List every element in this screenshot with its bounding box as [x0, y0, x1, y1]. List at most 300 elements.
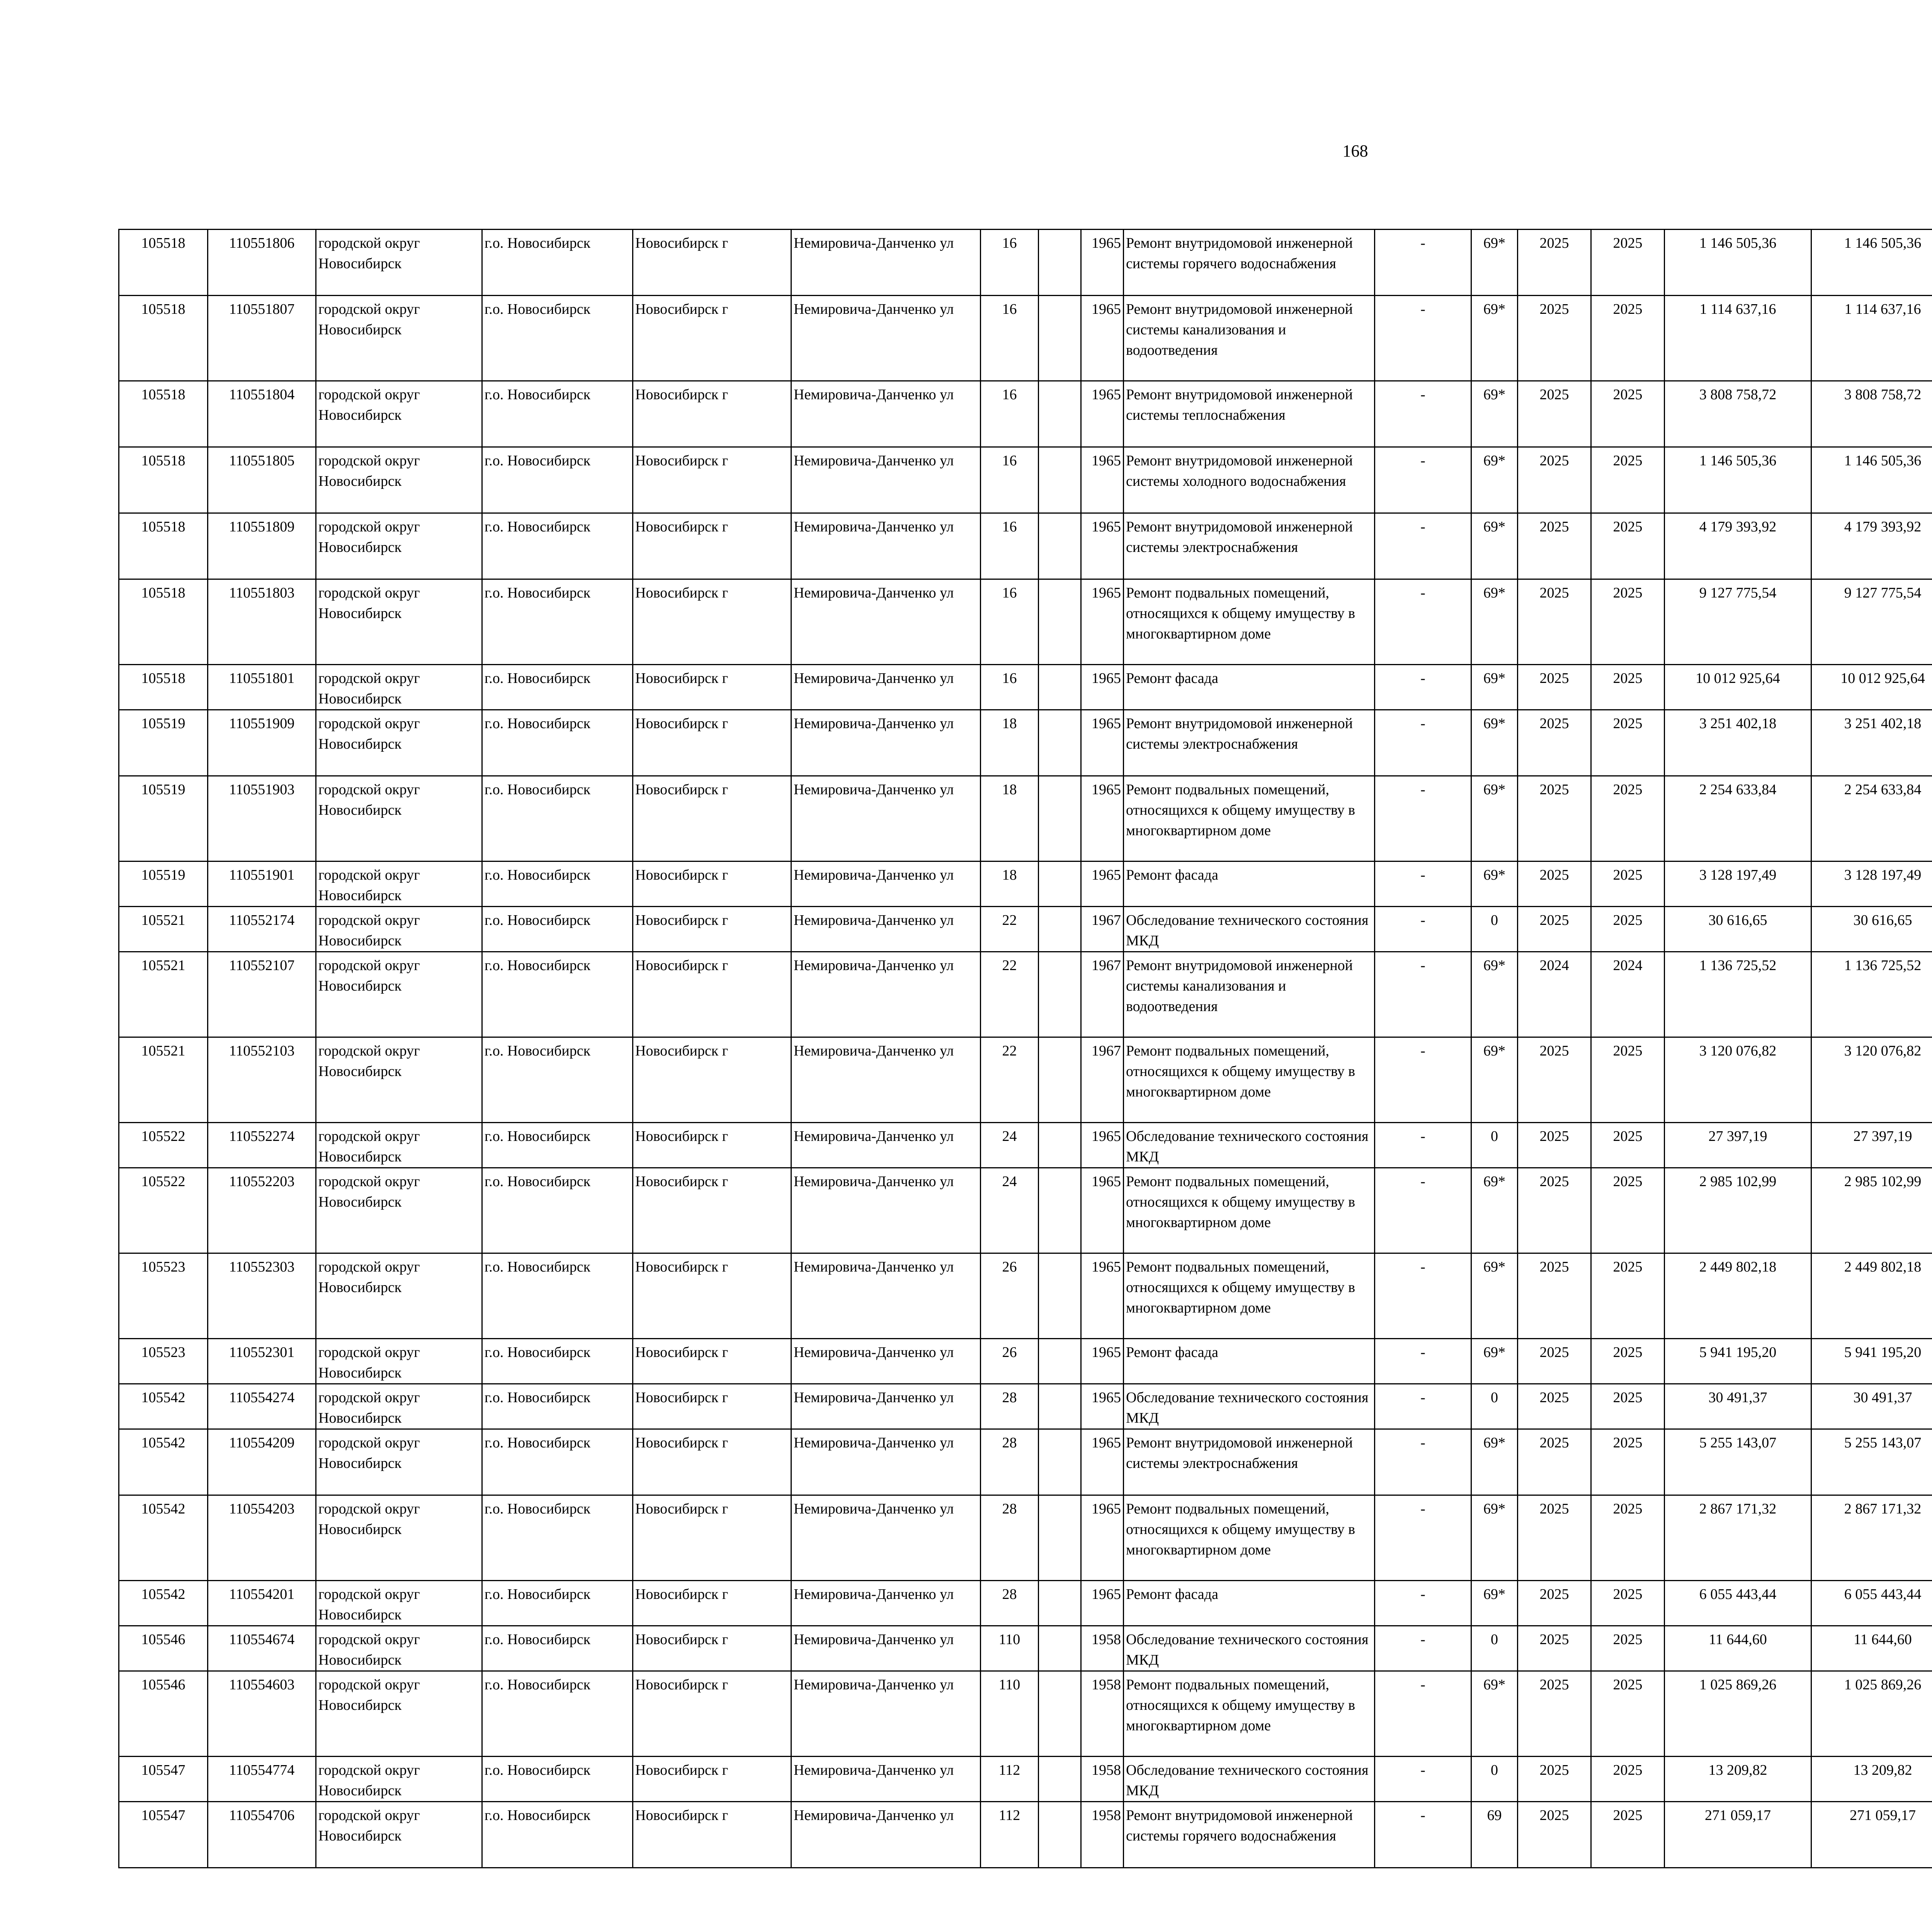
- cell-object-id: 105518: [119, 513, 208, 579]
- cell-street: Немировича-Данченко ул: [791, 1253, 981, 1339]
- cell-year-built: 1958: [1081, 1757, 1124, 1802]
- cell-district: г.о. Новосибирск: [482, 776, 633, 861]
- cell-fund-cost: 3 808 758,72: [1811, 381, 1932, 447]
- table-row: [119, 1671, 1932, 1757]
- cell-settlement: Новосибирск г: [633, 1757, 791, 1802]
- cell-building: [1039, 1037, 1081, 1123]
- cell-end-year: 2025: [1591, 861, 1665, 907]
- cell-settlement: Новосибирск г: [633, 1339, 791, 1384]
- cell-wear-percent: 69*: [1471, 1168, 1518, 1253]
- cell-work-type: Ремонт подвальных помещений, относящихся к общему имуществу в многоквартирном доме: [1124, 1495, 1375, 1581]
- cell-wear-percent: 69: [1471, 1802, 1518, 1868]
- cell-wear-percent: 0: [1471, 1757, 1518, 1802]
- cell-end-year: 2025: [1591, 1581, 1665, 1626]
- cell-work-type: Ремонт подвальных помещений, относящихся к общему имуществу в многоквартирном доме: [1124, 1253, 1375, 1339]
- cell-work-type: Ремонт внутридомовой инженерной системы холодного водоснабжения: [1124, 447, 1375, 513]
- cell-house-number: 112: [981, 1757, 1039, 1802]
- cell-municipality: городской округ Новосибирск: [316, 296, 482, 381]
- cell-total-cost: 27 397,19: [1665, 1123, 1811, 1168]
- cell-work-id: 110552301: [208, 1339, 316, 1384]
- cell-unit: -: [1375, 1429, 1471, 1495]
- cell-year-built: 1967: [1081, 952, 1124, 1037]
- cell-settlement: Новосибирск г: [633, 1626, 791, 1671]
- cell-work-type: Ремонт внутридомовой инженерной системы электроснабжения: [1124, 513, 1375, 579]
- cell-settlement: Новосибирск г: [633, 1495, 791, 1581]
- cell-district: г.о. Новосибирск: [482, 665, 633, 710]
- cell-street: Немировича-Данченко ул: [791, 861, 981, 907]
- cell-street: Немировича-Данченко ул: [791, 1757, 981, 1802]
- cell-fund-cost: 9 127 775,54: [1811, 579, 1932, 665]
- cell-house-number: 16: [981, 296, 1039, 381]
- cell-municipality: городской округ Новосибирск: [316, 776, 482, 861]
- cell-building: [1039, 1671, 1081, 1757]
- cell-year-built: 1965: [1081, 381, 1124, 447]
- cell-work-id: 110551809: [208, 513, 316, 579]
- table-row: [119, 1802, 1932, 1868]
- cell-total-cost: 30 616,65: [1665, 907, 1811, 952]
- table-row: [119, 952, 1932, 1037]
- cell-building: [1039, 1123, 1081, 1168]
- cell-end-year: 2025: [1591, 579, 1665, 665]
- cell-building: [1039, 1495, 1081, 1581]
- cell-object-id: 105542: [119, 1495, 208, 1581]
- cell-year-built: 1965: [1081, 1123, 1124, 1168]
- cell-house-number: 16: [981, 447, 1039, 513]
- cell-start-year: 2025: [1518, 230, 1591, 296]
- cell-district: г.о. Новосибирск: [482, 1757, 633, 1802]
- cell-street: Немировича-Данченко ул: [791, 1581, 981, 1626]
- cell-object-id: 105546: [119, 1626, 208, 1671]
- cell-wear-percent: 69*: [1471, 1037, 1518, 1123]
- cell-wear-percent: 69*: [1471, 1495, 1518, 1581]
- cell-work-type: Обследование технического состояния МКД: [1124, 1626, 1375, 1671]
- cell-object-id: 105521: [119, 952, 208, 1037]
- cell-year-built: 1958: [1081, 1626, 1124, 1671]
- cell-municipality: городской округ Новосибирск: [316, 952, 482, 1037]
- cell-fund-cost: 13 209,82: [1811, 1757, 1932, 1802]
- cell-work-id: 110551807: [208, 296, 316, 381]
- cell-object-id: 105518: [119, 665, 208, 710]
- cell-work-type: Обследование технического состояния МКД: [1124, 907, 1375, 952]
- cell-district: г.о. Новосибирск: [482, 296, 633, 381]
- cell-fund-cost: 11 644,60: [1811, 1626, 1932, 1671]
- cell-start-year: 2025: [1518, 1384, 1591, 1429]
- cell-start-year: 2025: [1518, 1626, 1591, 1671]
- cell-total-cost: 3 808 758,72: [1665, 381, 1811, 447]
- cell-object-id: 105546: [119, 1671, 208, 1757]
- cell-work-type: Ремонт внутридомовой инженерной системы канализования и водоотведения: [1124, 952, 1375, 1037]
- table-row: [119, 230, 1932, 296]
- cell-house-number: 22: [981, 952, 1039, 1037]
- table-row: [119, 665, 1932, 710]
- cell-end-year: 2025: [1591, 776, 1665, 861]
- cell-year-built: 1958: [1081, 1671, 1124, 1757]
- cell-work-type: Ремонт подвальных помещений, относящихся к общему имуществу в многоквартирном доме: [1124, 579, 1375, 665]
- cell-building: [1039, 710, 1081, 776]
- cell-wear-percent: 69*: [1471, 1253, 1518, 1339]
- cell-year-built: 1965: [1081, 447, 1124, 513]
- cell-work-id: 110554774: [208, 1757, 316, 1802]
- cell-wear-percent: 0: [1471, 1123, 1518, 1168]
- cell-fund-cost: 10 012 925,64: [1811, 665, 1932, 710]
- cell-municipality: городской округ Новосибирск: [316, 1671, 482, 1757]
- cell-year-built: 1965: [1081, 1495, 1124, 1581]
- cell-street: Немировича-Данченко ул: [791, 1339, 981, 1384]
- cell-district: г.о. Новосибирск: [482, 710, 633, 776]
- cell-unit: -: [1375, 296, 1471, 381]
- cell-house-number: 16: [981, 513, 1039, 579]
- cell-start-year: 2025: [1518, 1429, 1591, 1495]
- cell-street: Немировича-Данченко ул: [791, 579, 981, 665]
- cell-building: [1039, 1802, 1081, 1868]
- cell-fund-cost: 3 120 076,82: [1811, 1037, 1932, 1123]
- cell-fund-cost: 3 128 197,49: [1811, 861, 1932, 907]
- cell-street: Немировича-Данченко ул: [791, 1037, 981, 1123]
- cell-unit: -: [1375, 1037, 1471, 1123]
- cell-building: [1039, 381, 1081, 447]
- cell-unit: -: [1375, 513, 1471, 579]
- cell-unit: -: [1375, 861, 1471, 907]
- cell-object-id: 105519: [119, 776, 208, 861]
- cell-end-year: 2025: [1591, 1253, 1665, 1339]
- cell-fund-cost: 6 055 443,44: [1811, 1581, 1932, 1626]
- cell-start-year: 2025: [1518, 579, 1591, 665]
- cell-house-number: 16: [981, 381, 1039, 447]
- cell-unit: -: [1375, 776, 1471, 861]
- table-row: [119, 579, 1932, 665]
- cell-work-id: 110554274: [208, 1384, 316, 1429]
- cell-settlement: Новосибирск г: [633, 665, 791, 710]
- cell-building: [1039, 952, 1081, 1037]
- cell-work-type: Ремонт фасада: [1124, 1339, 1375, 1384]
- cell-start-year: 2025: [1518, 907, 1591, 952]
- cell-street: Немировича-Данченко ул: [791, 1168, 981, 1253]
- cell-building: [1039, 230, 1081, 296]
- cell-total-cost: 3 120 076,82: [1665, 1037, 1811, 1123]
- table-row: [119, 1123, 1932, 1168]
- cell-unit: -: [1375, 1671, 1471, 1757]
- cell-object-id: 105518: [119, 230, 208, 296]
- table-row: [119, 1168, 1932, 1253]
- cell-fund-cost: 27 397,19: [1811, 1123, 1932, 1168]
- cell-street: Немировича-Данченко ул: [791, 1671, 981, 1757]
- cell-settlement: Новосибирск г: [633, 710, 791, 776]
- cell-object-id: 105519: [119, 710, 208, 776]
- cell-work-id: 110552303: [208, 1253, 316, 1339]
- cell-district: г.о. Новосибирск: [482, 1168, 633, 1253]
- cell-street: Немировича-Данченко ул: [791, 1802, 981, 1868]
- cell-year-built: 1965: [1081, 861, 1124, 907]
- cell-fund-cost: 2 449 802,18: [1811, 1253, 1932, 1339]
- cell-work-id: 110552103: [208, 1037, 316, 1123]
- cell-wear-percent: 69*: [1471, 665, 1518, 710]
- cell-work-type: Ремонт подвальных помещений, относящихся к общему имуществу в многоквартирном доме: [1124, 1671, 1375, 1757]
- cell-street: Немировича-Данченко ул: [791, 952, 981, 1037]
- cell-work-id: 110551909: [208, 710, 316, 776]
- cell-fund-cost: 1 025 869,26: [1811, 1671, 1932, 1757]
- cell-fund-cost: 2 985 102,99: [1811, 1168, 1932, 1253]
- cell-start-year: 2025: [1518, 776, 1591, 861]
- cell-municipality: городской округ Новосибирск: [316, 1802, 482, 1868]
- cell-municipality: городской округ Новосибирск: [316, 1495, 482, 1581]
- cell-house-number: 24: [981, 1168, 1039, 1253]
- cell-house-number: 28: [981, 1581, 1039, 1626]
- table-body: [119, 230, 1932, 1868]
- cell-settlement: Новосибирск г: [633, 1671, 791, 1757]
- cell-year-built: 1965: [1081, 1581, 1124, 1626]
- cell-street: Немировича-Данченко ул: [791, 1429, 981, 1495]
- cell-municipality: городской округ Новосибирск: [316, 1123, 482, 1168]
- table-row: [119, 1757, 1932, 1802]
- cell-total-cost: 1 146 505,36: [1665, 447, 1811, 513]
- cell-work-id: 110554203: [208, 1495, 316, 1581]
- cell-unit: -: [1375, 907, 1471, 952]
- cell-wear-percent: 69*: [1471, 710, 1518, 776]
- cell-total-cost: 2 254 633,84: [1665, 776, 1811, 861]
- cell-fund-cost: 2 254 633,84: [1811, 776, 1932, 861]
- cell-wear-percent: 0: [1471, 907, 1518, 952]
- cell-municipality: городской округ Новосибирск: [316, 579, 482, 665]
- cell-object-id: 105522: [119, 1168, 208, 1253]
- cell-building: [1039, 1253, 1081, 1339]
- cell-end-year: 2025: [1591, 447, 1665, 513]
- cell-house-number: 26: [981, 1339, 1039, 1384]
- cell-building: [1039, 665, 1081, 710]
- cell-fund-cost: 1 146 505,36: [1811, 230, 1932, 296]
- cell-year-built: 1965: [1081, 1253, 1124, 1339]
- cell-start-year: 2025: [1518, 1671, 1591, 1757]
- cell-year-built: 1965: [1081, 710, 1124, 776]
- cell-year-built: 1965: [1081, 665, 1124, 710]
- cell-object-id: 105519: [119, 861, 208, 907]
- cell-house-number: 110: [981, 1671, 1039, 1757]
- cell-settlement: Новосибирск г: [633, 776, 791, 861]
- cell-total-cost: 3 251 402,18: [1665, 710, 1811, 776]
- cell-municipality: городской округ Новосибирск: [316, 710, 482, 776]
- cell-work-type: Ремонт подвальных помещений, относящихся к общему имуществу в многоквартирном доме: [1124, 776, 1375, 861]
- cell-end-year: 2025: [1591, 665, 1665, 710]
- cell-year-built: 1965: [1081, 1168, 1124, 1253]
- cell-end-year: 2025: [1591, 296, 1665, 381]
- cell-district: г.о. Новосибирск: [482, 1339, 633, 1384]
- cell-building: [1039, 1429, 1081, 1495]
- cell-district: г.о. Новосибирск: [482, 1671, 633, 1757]
- cell-street: Немировича-Данченко ул: [791, 1626, 981, 1671]
- cell-start-year: 2025: [1518, 1495, 1591, 1581]
- cell-work-type: Ремонт подвальных помещений, относящихся к общему имуществу в многоквартирном доме: [1124, 1037, 1375, 1123]
- cell-year-built: 1958: [1081, 1802, 1124, 1868]
- cell-wear-percent: 69*: [1471, 1339, 1518, 1384]
- cell-start-year: 2025: [1518, 1802, 1591, 1868]
- cell-municipality: городской округ Новосибирск: [316, 861, 482, 907]
- cell-work-id: 110551805: [208, 447, 316, 513]
- cell-total-cost: 2 985 102,99: [1665, 1168, 1811, 1253]
- cell-building: [1039, 513, 1081, 579]
- cell-municipality: городской округ Новосибирск: [316, 381, 482, 447]
- cell-building: [1039, 1581, 1081, 1626]
- cell-district: г.о. Новосибирск: [482, 1626, 633, 1671]
- cell-municipality: городской округ Новосибирск: [316, 1429, 482, 1495]
- cell-end-year: 2025: [1591, 1671, 1665, 1757]
- cell-house-number: 110: [981, 1626, 1039, 1671]
- cell-street: Немировича-Данченко ул: [791, 381, 981, 447]
- cell-house-number: 16: [981, 230, 1039, 296]
- cell-municipality: городской округ Новосибирск: [316, 1626, 482, 1671]
- cell-work-id: 110551804: [208, 381, 316, 447]
- cell-start-year: 2025: [1518, 1581, 1591, 1626]
- table-row: [119, 1626, 1932, 1671]
- cell-municipality: городской округ Новосибирск: [316, 1384, 482, 1429]
- cell-building: [1039, 579, 1081, 665]
- cell-year-built: 1965: [1081, 1429, 1124, 1495]
- cell-house-number: 16: [981, 579, 1039, 665]
- cell-district: г.о. Новосибирск: [482, 1384, 633, 1429]
- table-row: [119, 1429, 1932, 1495]
- cell-district: г.о. Новосибирск: [482, 952, 633, 1037]
- cell-settlement: Новосибирск г: [633, 230, 791, 296]
- cell-district: г.о. Новосибирск: [482, 579, 633, 665]
- cell-end-year: 2025: [1591, 1495, 1665, 1581]
- cell-start-year: 2025: [1518, 1123, 1591, 1168]
- cell-municipality: городской округ Новосибирск: [316, 665, 482, 710]
- cell-total-cost: 6 055 443,44: [1665, 1581, 1811, 1626]
- cell-total-cost: 2 867 171,32: [1665, 1495, 1811, 1581]
- cell-unit: -: [1375, 1384, 1471, 1429]
- cell-unit: -: [1375, 1626, 1471, 1671]
- cell-work-type: Обследование технического состояния МКД: [1124, 1757, 1375, 1802]
- cell-start-year: 2025: [1518, 1037, 1591, 1123]
- cell-district: г.о. Новосибирск: [482, 907, 633, 952]
- cell-unit: -: [1375, 952, 1471, 1037]
- table-row: [119, 907, 1932, 952]
- cell-end-year: 2025: [1591, 1429, 1665, 1495]
- cell-street: Немировича-Данченко ул: [791, 1495, 981, 1581]
- cell-end-year: 2025: [1591, 1339, 1665, 1384]
- cell-settlement: Новосибирск г: [633, 1037, 791, 1123]
- cell-object-id: 105542: [119, 1581, 208, 1626]
- cell-work-id: 110551806: [208, 230, 316, 296]
- cell-settlement: Новосибирск г: [633, 579, 791, 665]
- table-row: [119, 1495, 1932, 1581]
- cell-end-year: 2025: [1591, 1168, 1665, 1253]
- cell-municipality: городской округ Новосибирск: [316, 1339, 482, 1384]
- cell-fund-cost: 1 146 505,36: [1811, 447, 1932, 513]
- cell-unit: -: [1375, 1757, 1471, 1802]
- cell-year-built: 1965: [1081, 579, 1124, 665]
- cell-unit: -: [1375, 1123, 1471, 1168]
- cell-year-built: 1965: [1081, 230, 1124, 296]
- cell-year-built: 1965: [1081, 513, 1124, 579]
- cell-work-type: Ремонт внутридомовой инженерной системы горячего водоснабжения: [1124, 230, 1375, 296]
- cell-house-number: 112: [981, 1802, 1039, 1868]
- cell-start-year: 2025: [1518, 665, 1591, 710]
- cell-total-cost: 5 941 195,20: [1665, 1339, 1811, 1384]
- cell-wear-percent: 69*: [1471, 381, 1518, 447]
- cell-municipality: городской округ Новосибирск: [316, 447, 482, 513]
- cell-unit: -: [1375, 1168, 1471, 1253]
- cell-year-built: 1965: [1081, 296, 1124, 381]
- cell-building: [1039, 1626, 1081, 1671]
- cell-total-cost: 1 025 869,26: [1665, 1671, 1811, 1757]
- cell-settlement: Новосибирск г: [633, 513, 791, 579]
- cell-end-year: 2025: [1591, 513, 1665, 579]
- cell-total-cost: 4 179 393,92: [1665, 513, 1811, 579]
- cell-year-built: 1967: [1081, 1037, 1124, 1123]
- cell-work-type: Ремонт фасада: [1124, 665, 1375, 710]
- cell-total-cost: 2 449 802,18: [1665, 1253, 1811, 1339]
- cell-unit: -: [1375, 579, 1471, 665]
- cell-wear-percent: 69*: [1471, 861, 1518, 907]
- cell-house-number: 24: [981, 1123, 1039, 1168]
- cell-object-id: 105542: [119, 1429, 208, 1495]
- cell-work-id: 110554201: [208, 1581, 316, 1626]
- table-row: [119, 1581, 1932, 1626]
- cell-district: г.о. Новосибирск: [482, 381, 633, 447]
- cell-house-number: 28: [981, 1429, 1039, 1495]
- cell-work-type: Ремонт внутридомовой инженерной системы электроснабжения: [1124, 710, 1375, 776]
- cell-year-built: 1965: [1081, 1384, 1124, 1429]
- cell-work-id: 110552174: [208, 907, 316, 952]
- table-row: [119, 1384, 1932, 1429]
- cell-work-type: Ремонт фасада: [1124, 861, 1375, 907]
- cell-building: [1039, 296, 1081, 381]
- cell-district: г.о. Новосибирск: [482, 230, 633, 296]
- cell-object-id: 105518: [119, 381, 208, 447]
- cell-street: Немировича-Данченко ул: [791, 665, 981, 710]
- cell-work-type: Ремонт внутридомовой инженерной системы электроснабжения: [1124, 1429, 1375, 1495]
- cell-house-number: 16: [981, 665, 1039, 710]
- cell-start-year: 2025: [1518, 1253, 1591, 1339]
- cell-unit: -: [1375, 447, 1471, 513]
- cell-fund-cost: 271 059,17: [1811, 1802, 1932, 1868]
- cell-district: г.о. Новосибирск: [482, 513, 633, 579]
- cell-object-id: 105518: [119, 447, 208, 513]
- cell-work-type: Ремонт внутридомовой инженерной системы канализования и водоотведения: [1124, 296, 1375, 381]
- cell-start-year: 2025: [1518, 513, 1591, 579]
- cell-object-id: 105547: [119, 1802, 208, 1868]
- cell-fund-cost: 30 491,37: [1811, 1384, 1932, 1429]
- table-row: [119, 1037, 1932, 1123]
- cell-wear-percent: 69*: [1471, 513, 1518, 579]
- cell-end-year: 2025: [1591, 1757, 1665, 1802]
- cell-building: [1039, 1339, 1081, 1384]
- cell-wear-percent: 69*: [1471, 1581, 1518, 1626]
- cell-district: г.о. Новосибирск: [482, 861, 633, 907]
- cell-district: г.о. Новосибирск: [482, 1495, 633, 1581]
- cell-fund-cost: 4 179 393,92: [1811, 513, 1932, 579]
- cell-work-id: 110554209: [208, 1429, 316, 1495]
- cell-work-id: 110551903: [208, 776, 316, 861]
- cell-street: Немировича-Данченко ул: [791, 447, 981, 513]
- cell-unit: -: [1375, 1802, 1471, 1868]
- cell-fund-cost: 5 941 195,20: [1811, 1339, 1932, 1384]
- cell-settlement: Новосибирск г: [633, 861, 791, 907]
- cell-year-built: 1967: [1081, 907, 1124, 952]
- cell-object-id: 105523: [119, 1253, 208, 1339]
- cell-house-number: 18: [981, 776, 1039, 861]
- cell-settlement: Новосибирск г: [633, 1429, 791, 1495]
- cell-object-id: 105518: [119, 579, 208, 665]
- cell-work-type: Ремонт внутридомовой инженерной системы горячего водоснабжения: [1124, 1802, 1375, 1868]
- cell-object-id: 105521: [119, 907, 208, 952]
- cell-fund-cost: 1 114 637,16: [1811, 296, 1932, 381]
- cell-total-cost: 3 128 197,49: [1665, 861, 1811, 907]
- cell-wear-percent: 69*: [1471, 1671, 1518, 1757]
- cell-work-id: 110552107: [208, 952, 316, 1037]
- cell-end-year: 2025: [1591, 1037, 1665, 1123]
- cell-municipality: городской округ Новосибирск: [316, 1037, 482, 1123]
- cell-unit: -: [1375, 1581, 1471, 1626]
